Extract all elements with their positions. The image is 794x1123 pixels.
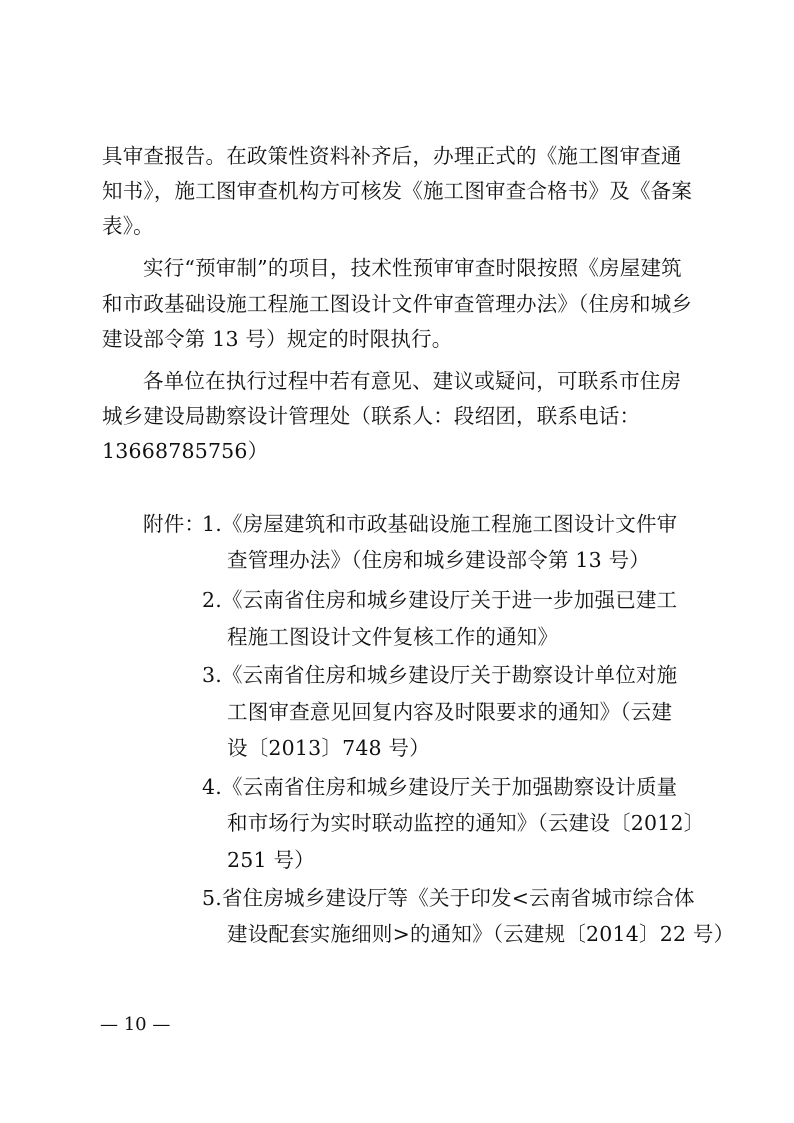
body-line: 表》。 — [102, 214, 154, 238]
body-line: 具审查报告。在政策性资料补齐后，办理正式的《施工图审查通 — [102, 144, 682, 168]
attachment-item-4-cont: 和市场行为实时联动监控的通知》（云建设〔2012〕 — [227, 811, 705, 835]
body-line: 知书》，施工图审查机构方可核发《施工图审查合格书》及《备案 — [102, 179, 693, 203]
page-number: — 10 — — [100, 1014, 171, 1035]
body-line: 建设部令第 13 号）规定的时限执行。 — [102, 327, 453, 351]
body-line: 城乡建设局勘察设计管理处（联系人：段绍团，联系电话： — [102, 404, 641, 428]
attachment-item-3-cont: 设〔2013〕748 号） — [227, 736, 430, 760]
attachment-item-1-cont: 查管理办法》（住房和城乡建设部令第 13 号） — [227, 548, 650, 572]
attachment-item-5-cont: 建设配套实施细则>的通知》（云建规〔2014〕22 号） — [227, 922, 735, 946]
attachment-item-3: 3.《云南省住房和城乡建设厅关于勘察设计单位对施 — [202, 663, 678, 687]
body-line: 13668785756） — [102, 439, 269, 463]
attachment-item-1: 1.《房屋建筑和市政基础设施工程施工图设计文件审 — [202, 512, 678, 536]
attachment-item-5: 5.省住房城乡建设厅等《关于印发<云南省城市综合体 — [202, 886, 695, 910]
attachment-item-3-cont: 工图审查意见回复内容及时限要求的通知》（云建 — [227, 700, 673, 724]
body-line: 各单位在执行过程中若有意见、建议或疑问，可联系市住房 — [143, 369, 682, 393]
body-line: 和市政基础设施工程施工图设计文件审查管理办法》（住房和城乡 — [102, 292, 693, 316]
attachment-label: 附件： — [143, 512, 206, 536]
attachment-item-4: 4.《云南省住房和城乡建设厅关于加强勘察设计质量 — [202, 775, 678, 799]
attachment-item-2-cont: 程施工图设计文件复核工作的通知》 — [227, 625, 559, 649]
attachment-item-4-cont: 251 号） — [227, 848, 315, 872]
body-line: 实行“预审制”的项目，技术性预审审查时限按照《房屋建筑 — [143, 256, 682, 280]
attachment-item-2: 2.《云南省住房和城乡建设厅关于进一步加强已建工 — [202, 588, 678, 612]
